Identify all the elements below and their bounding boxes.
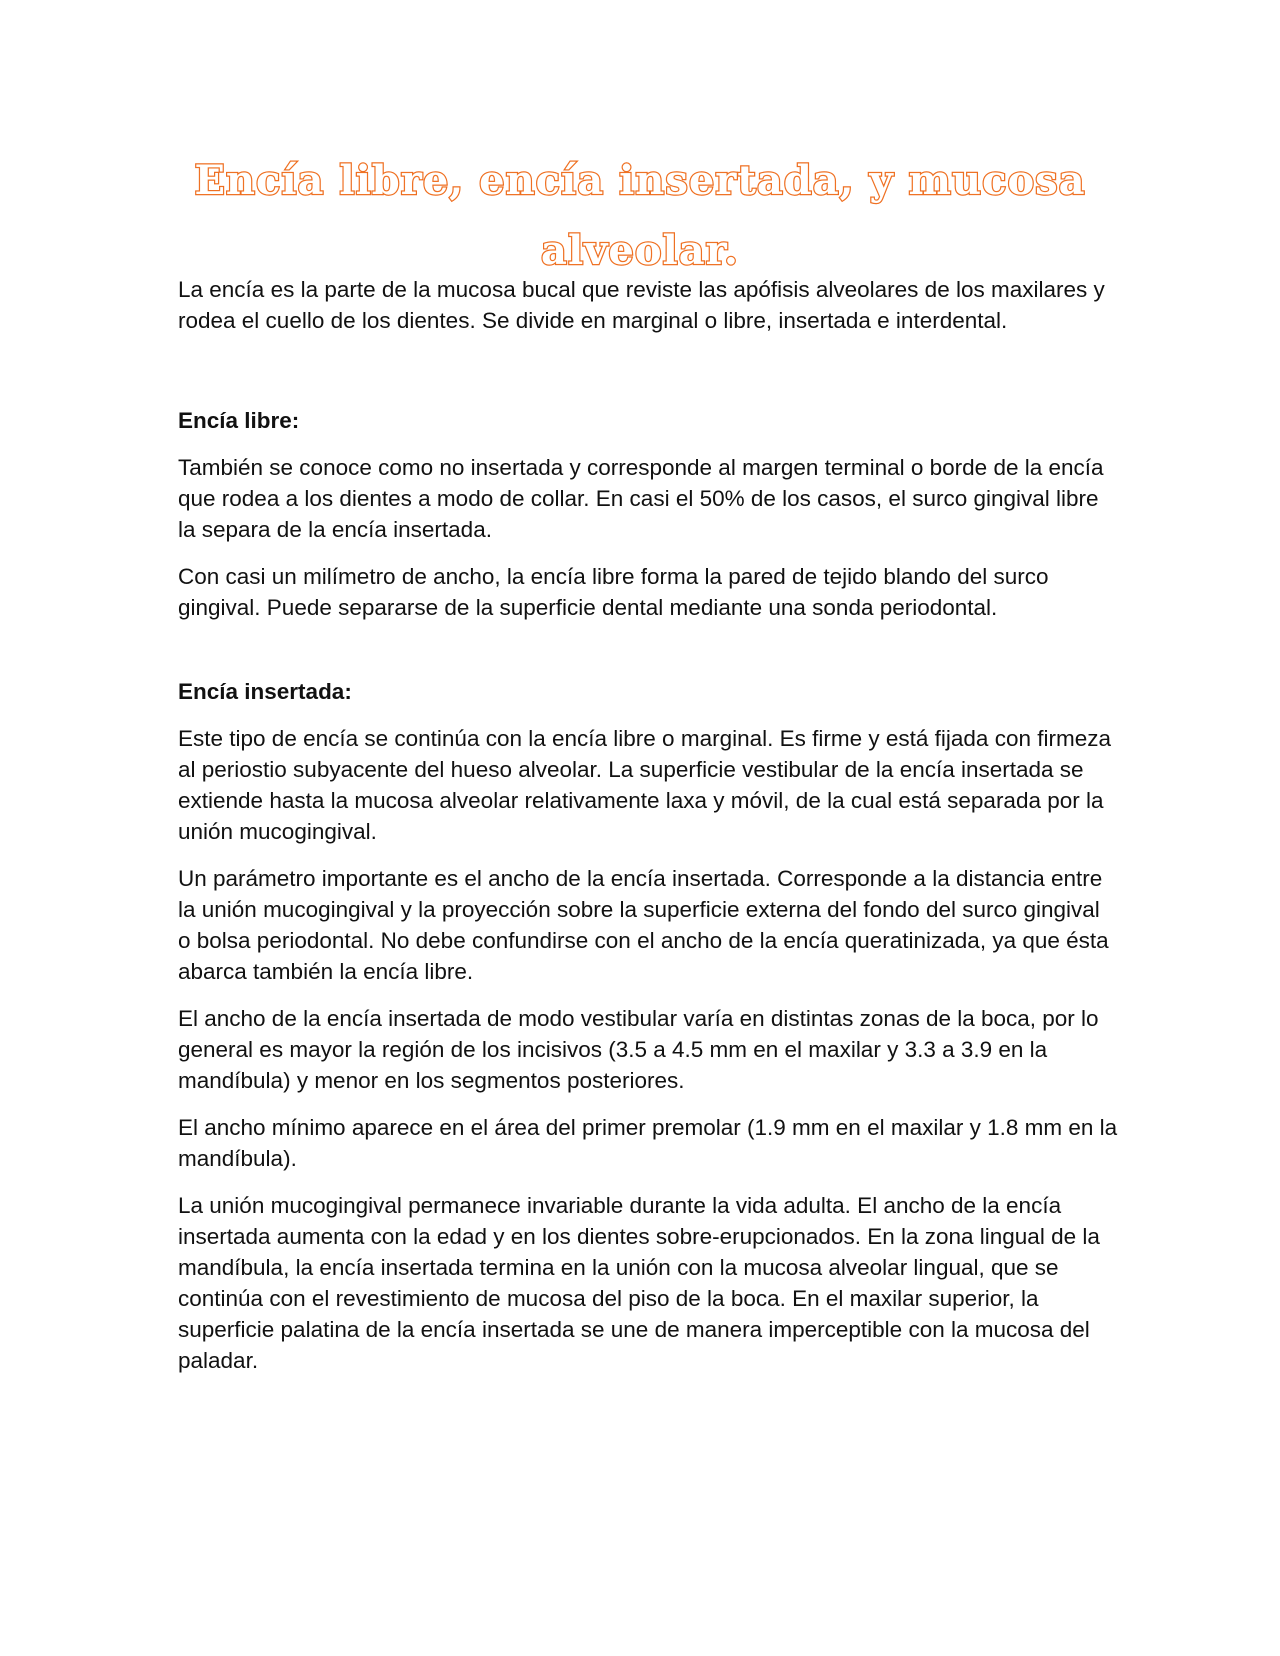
document-body xyxy=(178,274,1118,1392)
paragraph: Con casi un milímetro de ancho, la encía libre forma la pared de tejido blando del surco gingival. Puede separarse de la superficie dental mediante una sonda periodontal. xyxy=(178,564,1049,620)
document-title: Encía libre, encía insertada, y mucosa alveolar. xyxy=(194,157,1086,274)
section-heading-encia-insertada: Encía insertada: xyxy=(178,679,352,704)
paragraph: El ancho de la encía insertada de modo vestibular varía en distintas zonas de la boca, por lo general es mayor la región de los incisivos (3.5 a 4.5 mm en el maxilar y 3.3 a 3.9 en la mandíbula) y menor en los segmentos posteriores. xyxy=(178,1006,1099,1093)
paragraph: Este tipo de encía se continúa con la encía libre o marginal. Es firme y está fijada con firmeza al periostio subyacente del hueso alveolar. La superficie vestibular de la encía insertada se extiende hasta la mucosa alveolar relativamente laxa y móvil, de la cual está separada por la unión mucogingival. xyxy=(178,726,1111,844)
intro-paragraph: La encía es la parte de la mucosa bucal que reviste las apófisis alveolares de los maxilares y rodea el cuello de los dientes. Se divide en marginal o libre, insertada e interdental. xyxy=(178,277,1105,333)
paragraph: Un parámetro importante es el ancho de la encía insertada. Corresponde a la distancia entre la unión mucogingival y la proyección sobre la superficie externa del fondo del surco gingival o bolsa periodontal. No debe confundirse con el ancho de la encía queratinizada, ya que ésta abarca también la encía libre. xyxy=(178,866,1109,984)
paragraph: La unión mucogingival permanece invariable durante la vida adulta. El ancho de la encía insertada aumenta con la edad y en los dientes sobre-erupcionados. En la zona lingual de la mandíbula, la encía insertada termina en la unión con la mucosa alveolar lingual, que se continúa con el revestimiento de mucosa del piso de la boca. En el maxilar superior, la superficie palatina de la encía insertada se une de manera imperceptible con la mucosa del paladar. xyxy=(178,1193,1100,1373)
paragraph: También se conoce como no insertada y corresponde al margen terminal o borde de la encía que rodea a los dientes a modo de collar. En casi el 50% de los casos, el surco gingival libre la separa de la encía insertada. xyxy=(178,455,1104,542)
paragraph: El ancho mínimo aparece en el área del primer premolar (1.9 mm en el maxilar y 1.8 mm en la mandíbula). xyxy=(178,1115,1118,1171)
section-heading-encia-libre: Encía libre: xyxy=(178,408,300,433)
